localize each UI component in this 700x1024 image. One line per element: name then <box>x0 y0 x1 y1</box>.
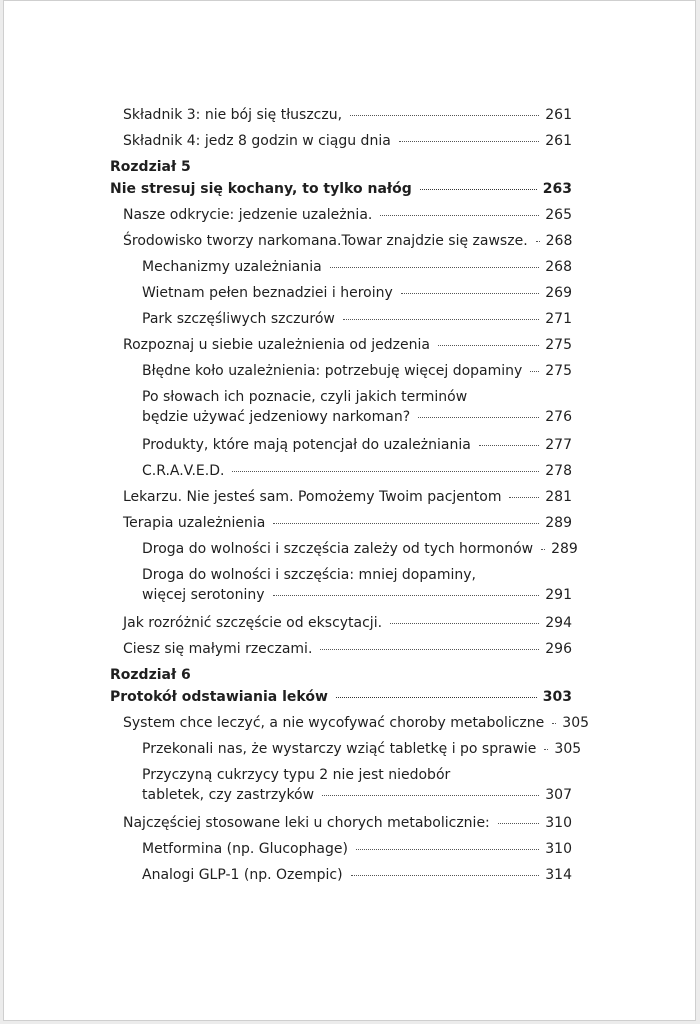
toc-entry <box>142 283 572 303</box>
toc-entry-title: Ciesz się małymi rzeczami. <box>123 641 313 657</box>
toc-entry <box>142 839 572 859</box>
dot-leader <box>479 445 539 446</box>
toc-entry-title-line1: Droga do wolności i szczęścia: mniej dopaminy, <box>142 567 476 583</box>
page-number: 268 <box>545 259 572 275</box>
dot-leader <box>330 267 540 268</box>
toc-entry-title: Analogi GLP-1 (np. Ozempic) <box>142 867 343 883</box>
page-number: 278 <box>545 463 572 479</box>
dot-leader <box>322 795 539 796</box>
toc-entry <box>123 513 572 533</box>
page-number: 271 <box>545 311 572 327</box>
toc-entry-title: C.R.A.V.E.D. <box>142 463 225 479</box>
toc-entry <box>142 565 572 605</box>
toc-entry-title: Nie stresuj się kochany, to tylko nałóg <box>110 181 412 197</box>
toc-entry <box>123 487 572 507</box>
toc-entry-title-line1: Przyczyną cukrzycy typu 2 nie jest niedobór <box>142 767 451 783</box>
chapter-title-entry <box>110 179 572 199</box>
dot-leader <box>350 115 539 116</box>
dot-leader <box>438 345 539 346</box>
toc-entry-title: System chce leczyć, a nie wycofywać choroby metaboliczne <box>123 715 545 731</box>
toc-entry-title: Protokół odstawiania leków <box>110 689 328 705</box>
page-number: 268 <box>545 233 573 249</box>
page-number: 307 <box>545 787 572 803</box>
dot-leader <box>541 549 545 550</box>
page-number: 310 <box>545 815 572 831</box>
page-number: 303 <box>542 689 572 705</box>
page-number: 275 <box>545 337 572 353</box>
toc-entry <box>142 387 572 427</box>
toc-entry-title: Mechanizmy uzależniania <box>142 259 322 275</box>
table-of-contents <box>4 1 695 1020</box>
toc-entry <box>123 231 572 251</box>
page-number: 289 <box>545 515 572 531</box>
page-number: 261 <box>545 107 572 123</box>
toc-entry <box>142 309 572 329</box>
dot-leader <box>336 697 537 698</box>
toc-entry-title: Nasze odkrycie: jedzenie uzależnia. <box>123 207 373 223</box>
toc-entry-title: Park szczęśliwych szczurów <box>142 311 335 327</box>
dot-leader <box>232 471 539 472</box>
toc-entry-title: Metformina (np. Glucophage) <box>142 841 348 857</box>
page-number: 269 <box>545 285 572 301</box>
toc-entry <box>142 765 572 805</box>
dot-leader <box>351 875 540 876</box>
book-page <box>3 0 696 1021</box>
toc-entry-title: Przekonali nas, że wystarczy wziąć tabletkę i po sprawie <box>142 741 537 757</box>
dot-leader <box>544 749 548 750</box>
toc-entry <box>123 713 590 733</box>
toc-entry <box>142 539 578 559</box>
toc-entry-title: Terapia uzależnienia <box>123 515 266 531</box>
toc-entry <box>123 639 572 659</box>
page-number: 314 <box>545 867 572 883</box>
dot-leader <box>509 497 539 498</box>
toc-entry <box>142 461 572 481</box>
page-number: 261 <box>545 133 572 149</box>
toc-entry-title: będzie używać jedzeniowy narkoman? <box>142 409 411 425</box>
dot-leader <box>390 623 539 624</box>
page-number: 305 <box>562 715 590 731</box>
toc-entry-title: Rozpoznaj u siebie uzależnienia od jedzenia <box>123 337 430 353</box>
toc-entry-title: Środowisko tworzy narkomana.Towar znajdzie się zawsze. <box>123 233 528 249</box>
dot-leader <box>343 319 539 320</box>
toc-entry <box>123 205 572 225</box>
toc-entry-title: Wietnam pełen beznadziei i heroiny <box>142 285 393 301</box>
toc-entry-title: Błędne koło uzależnienia: potrzebuję więcej dopaminy <box>142 363 523 379</box>
dot-leader <box>420 189 537 190</box>
dot-leader <box>536 241 540 242</box>
dot-leader <box>530 371 539 372</box>
dot-leader <box>380 215 539 216</box>
page-number: 291 <box>545 587 572 603</box>
page-number: 294 <box>545 615 572 631</box>
dot-leader <box>418 417 539 418</box>
page-number: 265 <box>545 207 572 223</box>
toc-entry <box>123 335 572 355</box>
page-number: 289 <box>551 541 578 557</box>
toc-entry <box>142 435 572 455</box>
page-number: 276 <box>545 409 572 425</box>
toc-entry-title: Jak rozróżnić szczęście od ekscytacji. <box>123 615 383 631</box>
toc-entry-title: tabletek, czy zastrzyków <box>142 787 315 803</box>
chapter-heading: Rozdział 5 <box>110 159 191 175</box>
dot-leader <box>273 523 539 524</box>
page-number: 275 <box>545 363 572 379</box>
page-number: 296 <box>545 641 572 657</box>
toc-entry <box>123 131 572 151</box>
page-number: 277 <box>545 437 572 453</box>
toc-entry <box>123 813 572 833</box>
toc-entry-title: więcej serotoniny <box>142 587 265 603</box>
dot-leader <box>356 849 539 850</box>
dot-leader <box>273 595 540 596</box>
page-number: 281 <box>545 489 572 505</box>
toc-entry <box>123 613 572 633</box>
toc-entry-title-line1: Po słowach ich poznacie, czyli jakich terminów <box>142 389 468 405</box>
toc-entry <box>142 361 572 381</box>
toc-entry-title: Składnik 4: jedz 8 godzin w ciągu dnia <box>123 133 391 149</box>
page-number: 310 <box>545 841 572 857</box>
toc-entry <box>142 257 572 277</box>
toc-entry-title: Najczęściej stosowane leki u chorych metabolicznie: <box>123 815 490 831</box>
toc-entry-title: Składnik 3: nie bój się tłuszczu, <box>123 107 343 123</box>
chapter-title-entry <box>110 687 572 707</box>
dot-leader <box>320 649 539 650</box>
dot-leader <box>552 723 556 724</box>
dot-leader <box>399 141 539 142</box>
chapter-heading: Rozdział 6 <box>110 667 191 683</box>
toc-entry <box>123 105 572 125</box>
toc-entry-title: Produkty, które mają potencjał do uzależniania <box>142 437 471 453</box>
toc-entry <box>142 739 582 759</box>
toc-entry-title: Lekarzu. Nie jesteś sam. Pomożemy Twoim pacjentom <box>123 489 502 505</box>
dot-leader <box>401 293 540 294</box>
dot-leader <box>498 823 539 824</box>
toc-entry-title: Droga do wolności i szczęścia zależy od tych hormonów <box>142 541 534 557</box>
page-number: 263 <box>542 181 572 197</box>
toc-entry <box>142 865 572 885</box>
page-number: 305 <box>554 741 582 757</box>
